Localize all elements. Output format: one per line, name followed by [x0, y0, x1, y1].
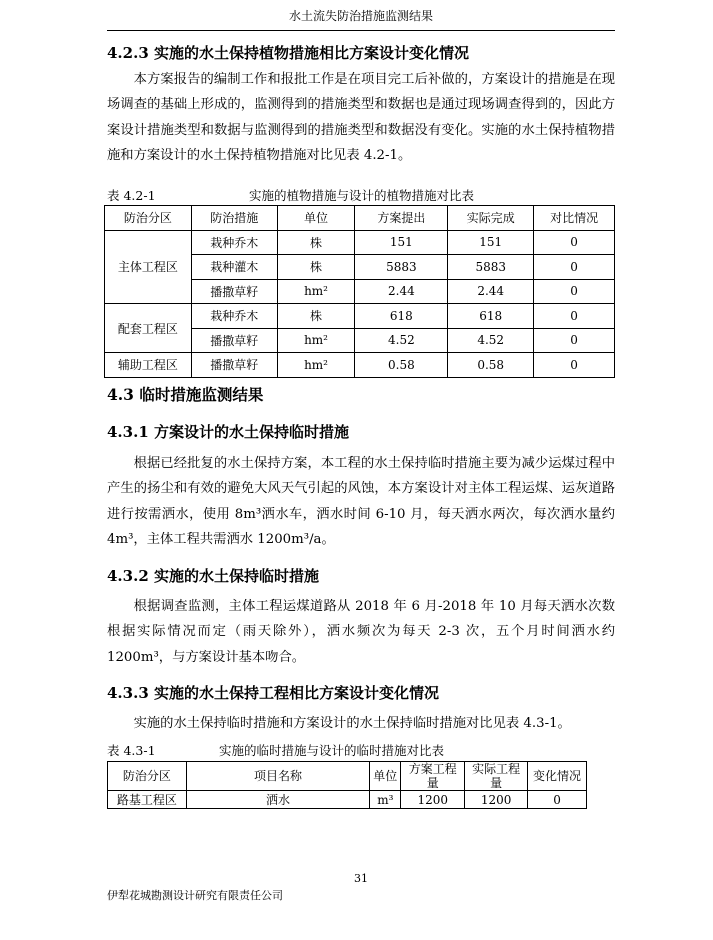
paragraph-4-3-3: 实施的水土保持临时措施和方案设计的水土保持临时措施对比见表 4.3-1。 [133, 716, 571, 731]
heading-4-2-3: 4.2.3 实施的水土保持植物措施相比方案设计变化情况 [107, 44, 469, 62]
planned-cell: 0.58 [355, 353, 448, 378]
page-number: 31 [354, 872, 368, 885]
item-cell: 洒水 [186, 791, 370, 809]
table-row [105, 230, 615, 255]
heading-4-3: 4.3 临时措施监测结果 [107, 385, 264, 404]
zone-cell: 主体工程区 [105, 230, 192, 304]
measure-cell: 播撒草籽 [191, 328, 277, 353]
footer-organization: 伊犁花城勘测设计研究有限责任公司 [107, 889, 283, 902]
planned-cell: 151 [355, 230, 448, 255]
table-number: 表 4.2-1 [107, 188, 156, 203]
actual-cell: 2.44 [448, 279, 534, 304]
planned-cell: 618 [355, 304, 448, 329]
table-title: 实施的临时措施与设计的临时措施对比表 [219, 743, 445, 758]
unit-cell: hm² [277, 328, 355, 353]
col-header: 防治分区 [108, 762, 187, 791]
heading-4-3-3: 4.3.3 实施的水土保持工程相比方案设计变化情况 [107, 684, 439, 702]
col-header: 变化情况 [528, 762, 587, 791]
diff-cell: 0 [534, 304, 615, 329]
table-header-row [105, 206, 615, 231]
col-header: 单位 [370, 762, 401, 791]
col-header: 实际工程量 [465, 762, 528, 791]
table-row [108, 791, 587, 809]
table-header-row [108, 762, 587, 791]
table-row [105, 353, 615, 378]
unit-cell: hm² [277, 353, 355, 378]
col-header: 对比情况 [534, 206, 615, 231]
col-header: 防治分区 [105, 206, 192, 231]
measure-cell: 播撒草籽 [191, 353, 277, 378]
actual-cell: 4.52 [448, 328, 534, 353]
table-number: 表 4.3-1 [107, 743, 156, 758]
col-header: 实际完成 [448, 206, 534, 231]
measure-cell: 播撒草籽 [191, 279, 277, 304]
unit-cell: 株 [277, 255, 355, 280]
zone-cell: 配套工程区 [105, 304, 192, 353]
planned-cell: 2.44 [355, 279, 448, 304]
actual-cell: 0.58 [448, 353, 534, 378]
col-header: 防治措施 [191, 206, 277, 231]
diff-cell: 0 [534, 353, 615, 378]
measure-cell: 栽种灌木 [191, 255, 277, 280]
diff-cell: 0 [534, 279, 615, 304]
planned-cell: 5883 [355, 255, 448, 280]
measure-cell: 栽种乔木 [191, 304, 277, 329]
actual-cell: 151 [448, 230, 534, 255]
col-header: 单位 [277, 206, 355, 231]
actual-cell: 1200 [465, 791, 528, 809]
actual-cell: 618 [448, 304, 534, 329]
planned-cell: 4.52 [355, 328, 448, 353]
unit-cell: m³ [370, 791, 401, 809]
unit-cell: 株 [277, 230, 355, 255]
col-header: 项目名称 [186, 762, 370, 791]
paragraph-4-3-1: 根据已经批复的水土保持方案，本工程的水土保持临时措施主要为减少运煤过程中产生的扬尘和有效的避免大风天气引起的风蚀，本方案设计对主体工程运煤、运灰道路进行按需洒水，使用 8m³洒水车，洒水时间 6-10 月，每天洒水两次，每次洒水量约 4m³，主体工程共需洒水 1200m³/a。 [107, 456, 615, 547]
actual-cell: 5883 [448, 255, 534, 280]
diff-cell: 0 [534, 230, 615, 255]
running-header: 水土流失防治措施监测结果 [107, 6, 615, 31]
table-row [105, 304, 615, 329]
measure-cell: 栽种乔木 [191, 230, 277, 255]
paragraph-4-2-3: 本方案报告的编制工作和报批工作是在项目完工后补做的，方案设计的措施是在现场调查的基础上形成的，监测得到的措施类型和数据也是通过现场调查得到的，因此方案设计措施类型和数据与监测得到的措施类型和数据没有变化。实施的水土保持植物措施和方案设计的水土保持植物措施对比见表 4.2-1。 [107, 72, 615, 163]
heading-4-3-1: 4.3.1 方案设计的水土保持临时措施 [107, 423, 349, 441]
table-title: 实施的植物措施与设计的植物措施对比表 [249, 188, 475, 203]
zone-cell: 路基工程区 [108, 791, 187, 809]
heading-4-3-2: 4.3.2 实施的水土保持临时措施 [107, 567, 319, 585]
zone-cell: 辅助工程区 [105, 353, 192, 378]
paragraph-4-3-2: 根据调查监测，主体工程运煤道路从 2018 年 6 月-2018 年 10 月每天洒水次数根据实际情况而定（雨天除外），洒水频次为每天 2-3 次，五个月时间洒水约 1200m³，与方案设计基本吻合。 [107, 599, 615, 665]
diff-cell: 0 [534, 255, 615, 280]
planned-cell: 1200 [401, 791, 465, 809]
table-4-3-1 [107, 761, 587, 809]
col-header: 方案工程量 [401, 762, 465, 791]
col-header: 方案提出 [355, 206, 448, 231]
diff-cell: 0 [528, 791, 587, 809]
unit-cell: 株 [277, 304, 355, 329]
diff-cell: 0 [534, 328, 615, 353]
unit-cell: hm² [277, 279, 355, 304]
table-4-2-1 [104, 205, 615, 378]
